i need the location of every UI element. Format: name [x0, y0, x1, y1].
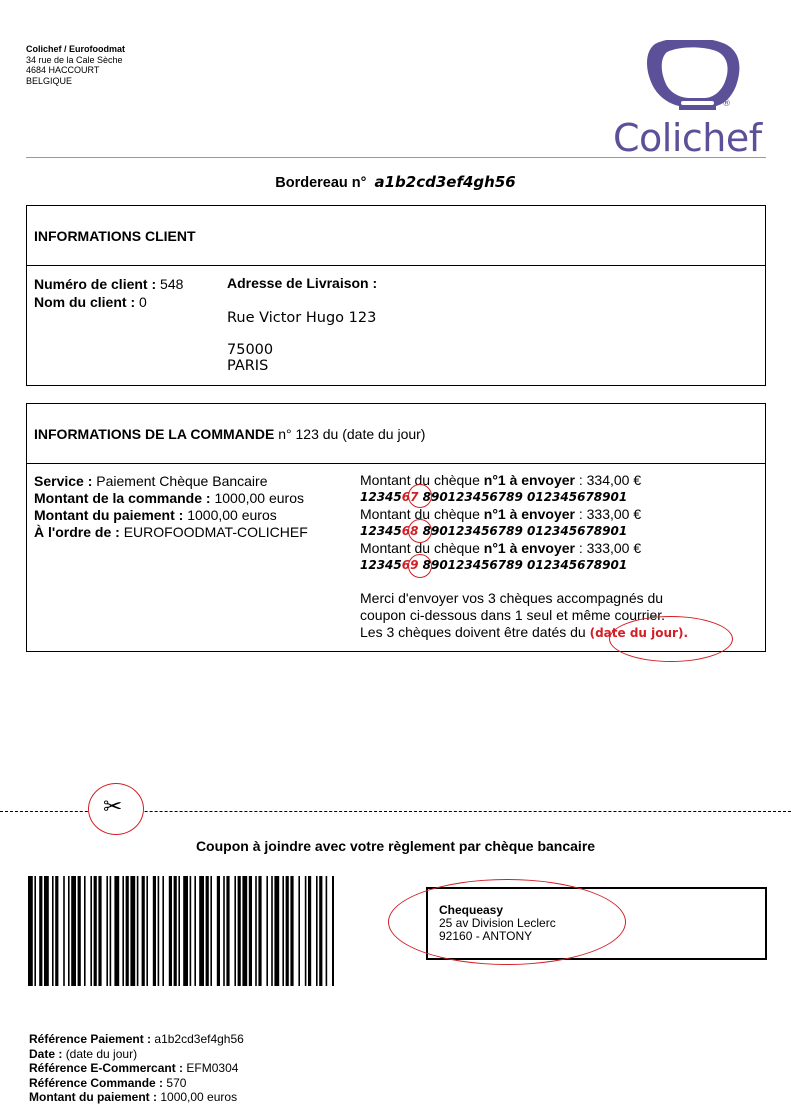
- client-info-title: INFORMATIONS CLIENT: [34, 228, 196, 244]
- barcode-bar: [226, 876, 229, 986]
- barcode-bar: [130, 876, 135, 986]
- barcode-bar: [142, 876, 145, 986]
- barcode-bar: [146, 876, 148, 986]
- barcode-bar: [71, 876, 76, 986]
- sender-line: BELGIQUE: [26, 75, 73, 86]
- ref-ecommerce-value: EFM0304: [186, 1061, 239, 1075]
- payment-amount-ref-value: 1000,00 euros: [160, 1090, 238, 1104]
- barcode-bar: [332, 876, 334, 986]
- bordereau-title: [0, 173, 791, 191]
- client-info-header: [27, 206, 765, 266]
- barcode-bar: [249, 876, 252, 986]
- barcode-bar: [137, 876, 139, 986]
- coupon-address-line: 92160 - ANTONY: [439, 929, 533, 943]
- client-number-value: 548: [160, 276, 184, 292]
- client-name-value: 0: [139, 294, 147, 310]
- order-details: [34, 473, 308, 541]
- scissors-icon: ✂: [103, 794, 123, 820]
- note-line: coupon ci-dessous dans 1 seul et même courrier.: [360, 607, 666, 623]
- service-value: Paiement Chèque Bancaire: [96, 473, 268, 489]
- barcode-bar: [55, 876, 58, 986]
- barcode-bar: [286, 876, 289, 986]
- barcode-bar: [63, 876, 65, 986]
- date-value: (date du jour): [65, 1046, 138, 1061]
- barcode-bar: [190, 876, 192, 986]
- header-divider: [26, 157, 766, 158]
- cheque-2-code: 1234568 890123456789 012345678901: [360, 524, 628, 538]
- annotation-circle: [408, 554, 432, 578]
- payment-references: [29, 1032, 244, 1105]
- logo-text: Colichef: [613, 116, 762, 160]
- barcode-bar: [242, 876, 247, 986]
- barcode-bar: [326, 876, 328, 986]
- payment-amount-value: 1000,00 euros: [187, 507, 277, 523]
- payment-amount-label: Montant du paiement :: [34, 507, 184, 523]
- barcode-bar: [305, 876, 307, 986]
- order-info-box: [26, 403, 766, 652]
- barcode-bar: [122, 876, 124, 986]
- barcode-bar: [290, 876, 293, 986]
- barcode-bar: [169, 876, 172, 986]
- barcode-bar: [78, 876, 81, 986]
- cheque-3-code: 1234569 890123456789 012345678901: [360, 558, 628, 572]
- annotation-circle: [408, 519, 432, 543]
- annotation-circle: [408, 484, 432, 508]
- barcode-bar: [255, 876, 257, 986]
- barcode-bar: [114, 876, 119, 986]
- barcode-bar: [210, 876, 212, 986]
- payee-label: À l'ordre de :: [34, 524, 120, 540]
- client-name-label: Nom du client :: [34, 294, 136, 310]
- ref-order-value: 570: [166, 1075, 187, 1090]
- barcode-bar: [28, 876, 33, 986]
- client-identity: [34, 275, 183, 311]
- barcode-bar: [68, 876, 70, 986]
- barcode: [28, 876, 334, 986]
- sender-company: Colichef / Eurofoodmat: [26, 44, 125, 54]
- barcode-bar: [110, 876, 112, 986]
- barcode-bar: [298, 876, 300, 986]
- barcode-bar: [199, 876, 204, 986]
- order-amount-value: 1000,00 euros: [214, 490, 304, 506]
- barcode-bar: [234, 876, 236, 986]
- sender-address: [26, 44, 125, 86]
- barcode-bar: [126, 876, 129, 986]
- client-number-label: Numéro de client :: [34, 276, 157, 292]
- coupon-address-line: 25 av Division Leclerc: [439, 916, 556, 930]
- annotation-ellipse: [609, 616, 733, 662]
- barcode-bar: [266, 876, 268, 986]
- coupon-address-name: Chequeasy: [439, 903, 504, 917]
- note-date: (date du jour).: [589, 626, 689, 640]
- barcode-bar: [39, 876, 42, 986]
- barcode-bar: [174, 876, 177, 986]
- barcode-bar: [98, 876, 101, 986]
- bordereau-number: a1b2cd3ef4gh56: [374, 173, 516, 191]
- date-label: Date :: [29, 1046, 63, 1061]
- barcode-bar: [258, 876, 261, 986]
- payee-value: EUROFOODMAT-COLICHEF: [123, 524, 308, 540]
- barcode-bar: [271, 876, 273, 986]
- colichef-logo: [612, 40, 770, 162]
- barcode-bar: [223, 876, 225, 986]
- order-amount-label: Montant de la commande :: [34, 490, 211, 506]
- barcode-bar: [183, 876, 188, 986]
- coupon-title: Coupon à joindre avec votre règlement par chèque bancaire: [195, 838, 596, 854]
- barcode-bar: [274, 876, 279, 986]
- svg-text:®: ®: [722, 99, 731, 109]
- ref-payment-value: a1b2cd3ef4gh56: [154, 1032, 244, 1046]
- barcode-bar: [206, 876, 209, 986]
- barcode-bar: [106, 876, 108, 986]
- note-line: Merci d'envoyer vos 3 chèques accompagnés du: [360, 590, 664, 606]
- barcode-bar: [282, 876, 284, 986]
- cheque-1-code: 1234567 890123456789 012345678901: [360, 490, 628, 504]
- order-info-title: INFORMATIONS DE LA COMMANDE: [34, 426, 275, 442]
- barcode-bar: [153, 876, 156, 986]
- ref-order-label: Référence Commande :: [29, 1075, 164, 1090]
- delivery-city-block: [227, 342, 273, 374]
- sender-line: 34 rue de la Cale Sèche: [26, 54, 123, 65]
- annotation-ellipse: [388, 879, 626, 965]
- cheque-2-amount: Montant du chèque n°1 à envoyer : 333,00 €: [360, 506, 642, 522]
- barcode-bar: [52, 876, 54, 986]
- barcode-bar: [194, 876, 196, 986]
- barcode-bar: [316, 876, 318, 986]
- client-info-box: [26, 205, 766, 386]
- barcode-bar: [308, 876, 311, 986]
- barcode-bar: [319, 876, 322, 986]
- order-info-number: n° 123 du (date du jour): [278, 426, 426, 442]
- bordereau-label: Bordereau n°: [275, 175, 367, 191]
- payment-amount-ref-label: Montant du paiement :: [29, 1090, 157, 1104]
- barcode-bar: [84, 876, 86, 986]
- order-info-header: [27, 404, 765, 464]
- delivery-address-label: Adresse de Livraison :: [227, 275, 378, 291]
- barcode-bar: [90, 876, 92, 986]
- barcode-bar: [34, 876, 36, 986]
- service-label: Service :: [34, 473, 93, 489]
- barcode-bar: [217, 876, 220, 986]
- cheque-1-amount: Montant du chèque n°1 à envoyer : 334,00 €: [360, 472, 642, 488]
- ref-payment-label: Référence Paiement :: [29, 1032, 152, 1046]
- barcode-bar: [238, 876, 241, 986]
- barcode-bar: [94, 876, 97, 986]
- ref-ecommerce-label: Référence E-Commercant :: [29, 1061, 184, 1075]
- barcode-bar: [158, 876, 160, 986]
- note-line: Les 3 chèques doivent être datés du (date du jour).: [360, 624, 689, 640]
- delivery-street: Rue Victor Hugo 123: [227, 310, 377, 326]
- barcode-bar: [178, 876, 180, 986]
- barcode-bar: [162, 876, 164, 986]
- cheque-3-amount: Montant du chèque n°1 à envoyer : 333,00 €: [360, 540, 642, 556]
- order-info-title-line: [34, 426, 425, 442]
- delivery-zip: 75000: [227, 342, 274, 358]
- sender-line: 4684 HACCOURT: [26, 65, 100, 75]
- delivery-city: PARIS: [227, 358, 269, 374]
- barcode-bar: [44, 876, 49, 986]
